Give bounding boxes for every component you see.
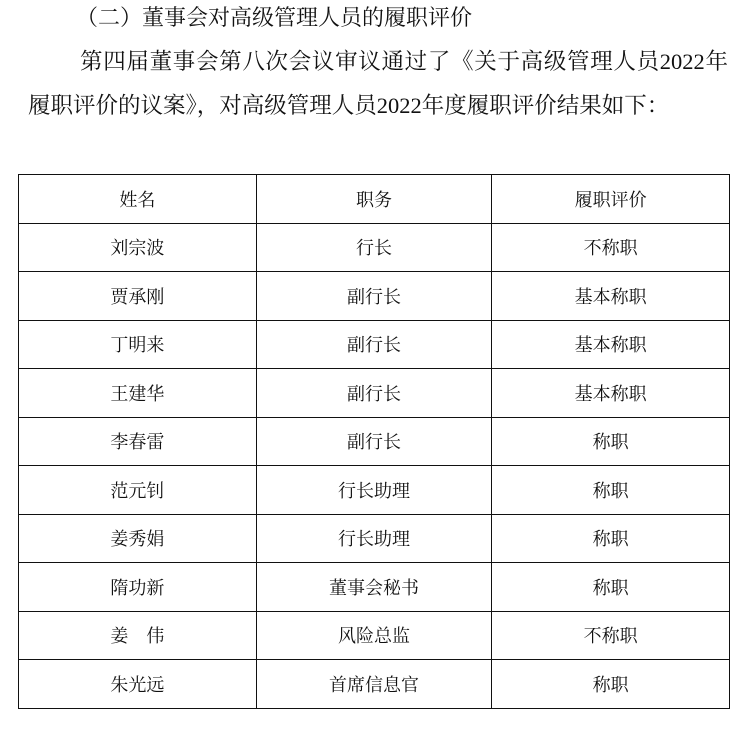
table-row <box>19 563 730 612</box>
name-cell: 范元钊 <box>19 466 257 515</box>
header-evaluation: 履职评价 <box>492 175 730 224</box>
name-cell: 丁明来 <box>19 320 257 369</box>
position-cell: 行长助理 <box>256 466 492 515</box>
name-cell: 王建华 <box>19 369 257 418</box>
header-name: 姓名 <box>19 175 257 224</box>
name-cell: 李春雷 <box>19 417 257 466</box>
position-cell: 副行长 <box>256 320 492 369</box>
table-row <box>19 417 730 466</box>
evaluation-cell: 基本称职 <box>492 272 730 321</box>
header-position: 职务 <box>256 175 492 224</box>
evaluation-cell: 称职 <box>492 466 730 515</box>
position-cell: 副行长 <box>256 272 492 321</box>
table-row <box>19 611 730 660</box>
table-row <box>19 466 730 515</box>
section-heading: （二）董事会对高级管理人员的履职评价 <box>76 5 473 30</box>
table-header-row <box>19 175 730 224</box>
evaluation-cell: 称职 <box>492 514 730 563</box>
table-row <box>19 514 730 563</box>
evaluation-cell: 基本称职 <box>492 320 730 369</box>
table-row <box>19 272 730 321</box>
evaluation-cell: 不称职 <box>492 223 730 272</box>
position-cell: 风险总监 <box>256 611 492 660</box>
name-cell: 刘宗波 <box>19 223 257 272</box>
name-cell: 姜秀娟 <box>19 514 257 563</box>
position-cell: 首席信息官 <box>256 660 492 709</box>
table-row <box>19 660 730 709</box>
position-cell: 行长助理 <box>256 514 492 563</box>
evaluation-cell: 不称职 <box>492 611 730 660</box>
position-cell: 行长 <box>256 223 492 272</box>
table-row <box>19 320 730 369</box>
evaluation-cell: 称职 <box>492 660 730 709</box>
position-cell: 副行长 <box>256 417 492 466</box>
name-cell: 隋功新 <box>19 563 257 612</box>
evaluation-cell: 称职 <box>492 563 730 612</box>
name-cell: 贾承刚 <box>19 272 257 321</box>
name-cell: 姜 伟 <box>19 611 257 660</box>
name-cell: 朱光远 <box>19 660 257 709</box>
position-cell: 副行长 <box>256 369 492 418</box>
intro-paragraph: 第四届董事会第八次会议审议通过了《关于高级管理人员2022年履职评价的议案》，对高级管理人员2022年度履职评价结果如下： <box>28 49 728 118</box>
table-row <box>19 369 730 418</box>
evaluation-cell: 称职 <box>492 417 730 466</box>
position-cell: 董事会秘书 <box>256 563 492 612</box>
evaluation-cell: 基本称职 <box>492 369 730 418</box>
evaluation-table <box>18 174 730 709</box>
table-row <box>19 223 730 272</box>
